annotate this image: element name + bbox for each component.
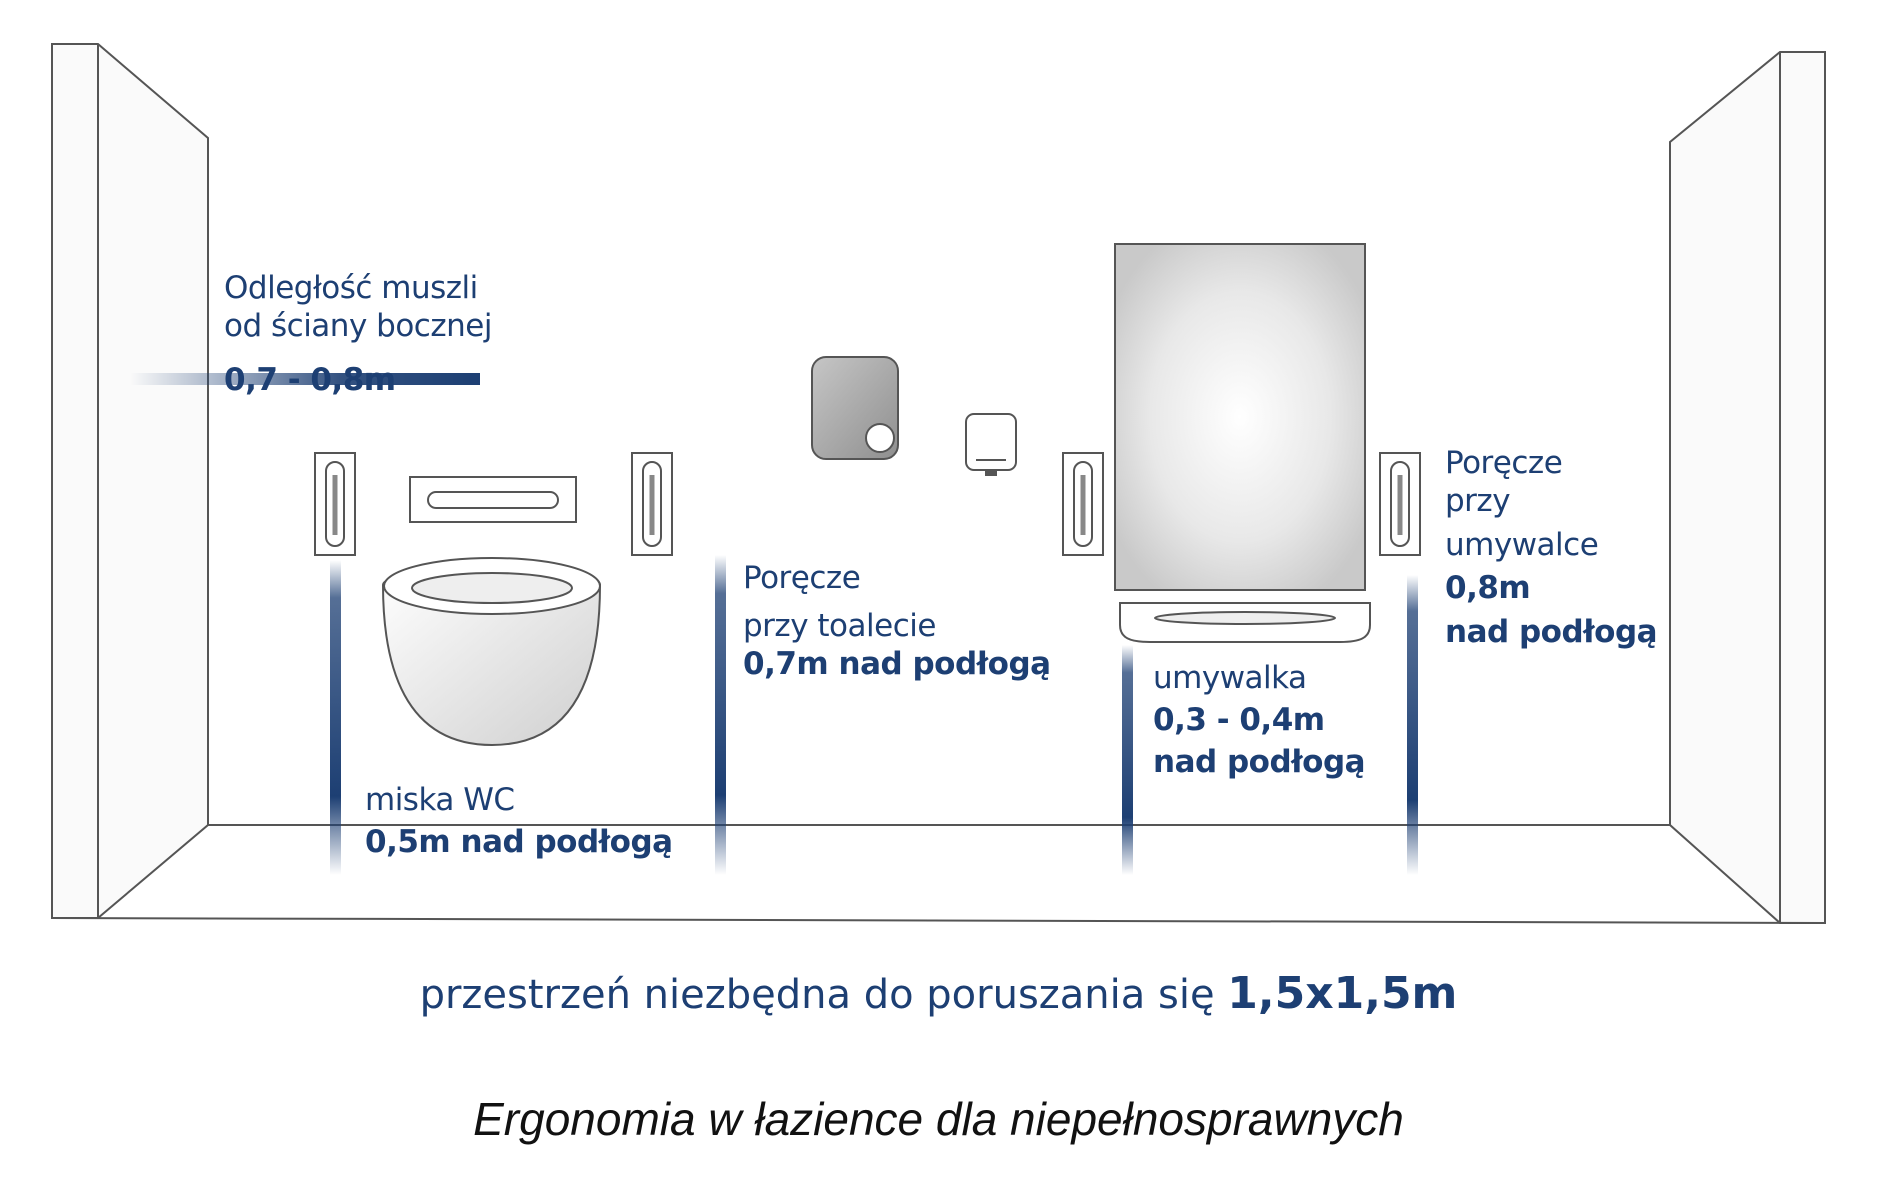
grab-rail-icon: [1063, 453, 1103, 555]
flush-plate-icon: [410, 477, 576, 522]
toilet-rails-value: 0,7m nad podłogą: [743, 645, 1051, 682]
basin-rails-value1: 0,8m: [1445, 570, 1531, 607]
wc-bowl-value: 0,5m nad podłogą: [365, 823, 673, 860]
wc-bowl-line1: miska WC: [365, 782, 515, 818]
soap-dispenser-icon: [966, 414, 1016, 475]
basin-rails-line1: Poręcze: [1445, 445, 1563, 481]
grab-rail-icon: [315, 453, 355, 555]
right-wall: [1670, 52, 1825, 923]
space-requirement-value: 1,5x1,5m: [1227, 968, 1458, 1019]
washbasin-icon: [1120, 603, 1370, 642]
wc-bowl-label: [365, 782, 673, 862]
front-floor-line: [52, 918, 1825, 923]
wall-distance-line1: Odległość muszli: [224, 270, 478, 306]
space-requirement-text: przestrzeń niezbędna do poruszania się: [419, 972, 1215, 1018]
toilet-rails-label: [743, 560, 1051, 683]
hand-dryer-icon: [812, 357, 898, 459]
wc-height-bar: [330, 560, 341, 875]
figure-caption: Ergonomia w łazience dla niepełnosprawnych: [473, 1093, 1404, 1145]
washbasin-line1: umywalka: [1153, 660, 1307, 696]
basin-rails-value2: nad podłogą: [1445, 614, 1658, 651]
toilet-rail-height-bar: [715, 555, 726, 875]
washbasin-label: [1153, 660, 1365, 781]
basin-rail-height-bar: [1407, 575, 1418, 875]
wall-distance-value: 0,7 - 0,8m: [224, 361, 396, 398]
toilet-icon: [383, 558, 600, 745]
basin-rails-label: [1445, 445, 1657, 652]
wall-distance-line2: od ściany bocznej: [224, 307, 492, 344]
toilet-rails-line1: Poręcze: [743, 560, 861, 596]
basin-rails-line3: umywalce: [1445, 526, 1599, 563]
washbasin-height-bar: [1122, 645, 1133, 875]
toilet-rails-line2: przy toalecie: [743, 607, 936, 644]
wall-distance-label: [224, 270, 492, 399]
mirror-icon: [1115, 244, 1365, 590]
basin-rails-line2: przy: [1445, 482, 1511, 519]
washbasin-value1: 0,3 - 0,4m: [1153, 701, 1325, 738]
washbasin-value2: nad podłogą: [1153, 743, 1366, 780]
grab-rail-icon: [632, 453, 672, 555]
space-requirement: [0, 968, 1877, 1019]
grab-rail-icon: [1380, 453, 1420, 555]
left-wall: [52, 44, 208, 918]
